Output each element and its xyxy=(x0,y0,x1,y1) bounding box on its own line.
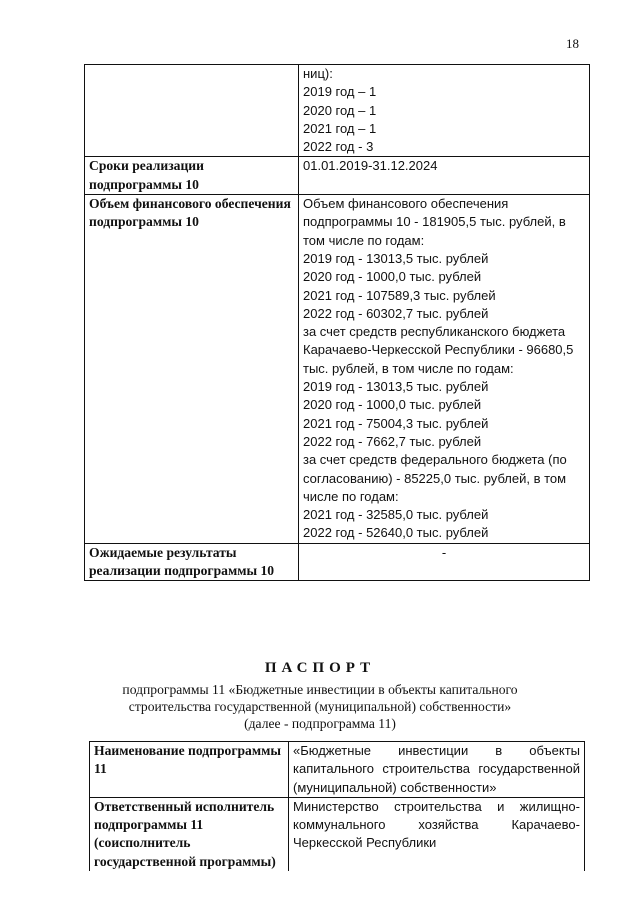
funding-total-text: Объем финансового обеспечения подпрограммы 10 - 181905,5 тыс. рублей, в том числе по годам: xyxy=(303,196,566,248)
passport-title: ПАСПОРТ xyxy=(264,660,376,676)
executor-value: Министерство строительства и жилищно-коммунального хозяйства Карачаево-Черкесской Республики xyxy=(289,797,585,871)
table-row xyxy=(85,65,590,157)
table-row xyxy=(85,543,590,581)
timeline-value: 01.01.2019-31.12.2024 xyxy=(299,157,590,195)
list-item: 2022 год - 60302,7 тыс. рублей xyxy=(303,305,489,321)
row-label xyxy=(85,65,299,157)
page-number: 18 xyxy=(566,36,579,51)
list-item: 2021 год - 75004,3 тыс. рублей xyxy=(303,415,489,431)
list-item: 2020 год – 1 xyxy=(303,102,377,118)
table-row xyxy=(90,797,585,871)
list-item: 2022 год - 3 xyxy=(303,139,374,155)
funding-republic-text: за счет средств республиканского бюджета Карачаево-Черкесской Республики - 96680,5 тыс. рублей, в том числе по годам: xyxy=(303,324,574,376)
list-item: 2019 год - 13013,5 тыс. рублей xyxy=(303,379,489,395)
list-item: 2019 год - 13013,5 тыс. рублей xyxy=(303,250,489,266)
results-value: - xyxy=(299,543,590,581)
list-item: 2021 год - 107589,3 тыс. рублей xyxy=(303,287,496,303)
subprogram-name-value: «Бюджетные инвестиции в объекты капитального строительства государственной (муниципальной) собственности» xyxy=(289,742,585,798)
indicator-values-cell xyxy=(299,65,590,157)
list-item: 2020 год - 1000,0 тыс. рублей xyxy=(303,269,482,285)
funding-federal-text: за счет средств федерального бюджета (по согласованию) - 85225,0 тыс. рублей, в том числе по годам: xyxy=(303,452,567,504)
row-label-funding: Объем финансового обеспечения подпрограммы 10 xyxy=(85,195,299,544)
list-item: 2021 год – 1 xyxy=(303,120,377,136)
row-label-results: Ожидаемые результаты реализации подпрограммы 10 xyxy=(85,543,299,581)
row-label-timeline: Сроки реализации подпрограммы 10 xyxy=(85,157,299,195)
list-item: 2019 год – 1 xyxy=(303,84,377,100)
passport-subtitle-line-3: (далее - подпрограмма 11) xyxy=(244,716,396,731)
row-label-executor: Ответственный исполнитель подпрограммы 11 (соисполнитель государственной программы) xyxy=(90,797,289,871)
table-row xyxy=(90,742,585,798)
table-row xyxy=(85,157,590,195)
table-row xyxy=(85,195,590,544)
passport-subtitle-line-2: строительства государственной (муниципальной) собственности» xyxy=(128,699,512,714)
list-item: ниц): xyxy=(303,66,333,81)
list-item: 2022 год - 52640,0 тыс. рублей xyxy=(303,525,489,541)
row-label-name: Наименование подпрограммы 11 xyxy=(90,742,289,798)
subprogram-10-passport-table xyxy=(84,64,590,581)
list-item: 2020 год - 1000,0 тыс. рублей xyxy=(303,397,482,413)
list-item: 2022 год - 7662,7 тыс. рублей xyxy=(303,433,482,449)
passport-subtitle-line-1: подпрограммы 11 «Бюджетные инвестиции в объекты капитального xyxy=(122,682,518,697)
subprogram-11-passport-table xyxy=(89,741,585,871)
list-item: 2021 год - 32585,0 тыс. рублей xyxy=(303,507,489,523)
funding-value-cell xyxy=(299,195,590,544)
